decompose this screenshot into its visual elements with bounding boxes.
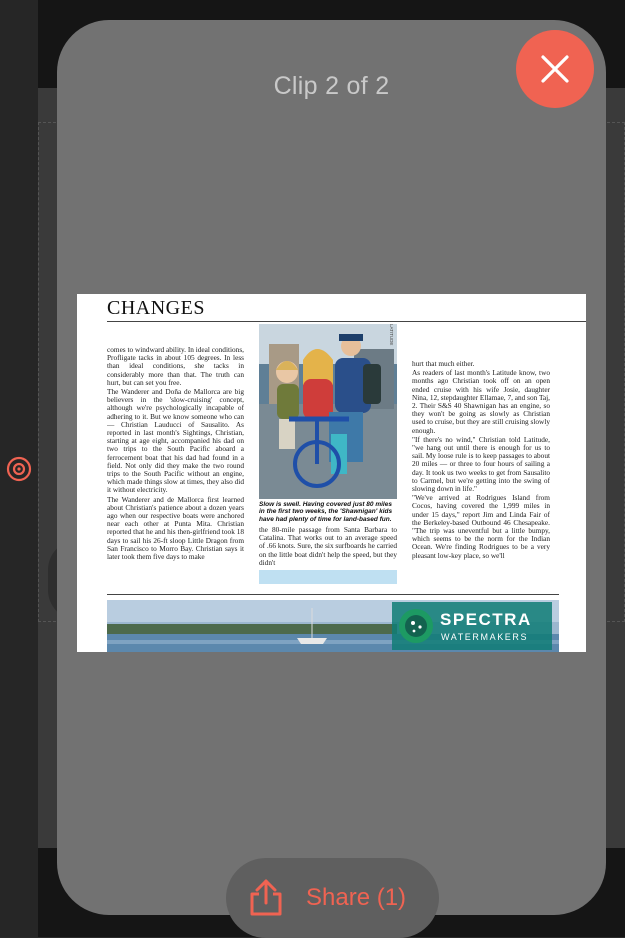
highlight-box: [259, 570, 397, 584]
ad-tagline: WATERMAKERS: [441, 632, 529, 642]
clip-heading: CHANGES: [107, 297, 205, 319]
photo-credit: LATITUDE: [389, 324, 394, 346]
ad-rule: [107, 594, 559, 595]
photo-caption: Slow is swell. Having covered just 80 miles in the first two weeks, the 'Shawnigan' kids have had plenty of time for land-based fun.: [259, 501, 393, 523]
column3-paragraph: "If there's no wind," Christian told Latitude, "we hang out until there is enough for us to sail. My loose rule is to keep passages to about 20 miles — or three to four hours of sailing a day. It took us two weeks to get from Sausalito to Carmel, but we're getting into the swing of slowing down in life.": [412, 434, 550, 494]
ad-brand: SPECTRA: [440, 610, 532, 629]
column3-paragraph: hurt that much either.: [412, 360, 475, 368]
share-icon: [248, 879, 284, 917]
family-photo: [259, 324, 397, 499]
share-label: Share (1): [306, 884, 407, 911]
clip-image[interactable]: [77, 294, 586, 652]
share-button[interactable]: [226, 858, 439, 938]
column1-paragraph: The Wanderer and Doña de Mallorca are big believers in the 'slow-cruising' concept, although we're psychologically incapable of adhering to it. But we know someone who can — Christian Lauducci of Sausalito. As reported in last month's Sightings, Christian, starting at age eight, accompanied his dad on two trips to the South Pacific aboard a ferrocement boat that his dad had found in a field. Not only did they make the two round trips to the South Pacific without an engine, which made things slow at times, they also did it without electricity.: [107, 387, 244, 495]
clip-title: Clip 2 of 2: [273, 72, 390, 100]
article-column-3: [412, 360, 550, 586]
close-icon: [539, 53, 571, 85]
article-column-2: [259, 526, 397, 570]
column2-paragraph: the 80-mile passage from Santa Barbara to Catalina. That works out to an average speed of .66 knots. Sure, the six surfboards he carried on the little boat didn't help the speed, but they didn't: [259, 526, 397, 567]
close-button[interactable]: [516, 30, 594, 108]
column1-paragraph: The Wanderer and de Mallorca first learned about Christian's patience about a dozen years ago when our respective boats were anchored near each other at Punta Mita. Christian reported that he and his then-girlfriend took 18 days to sail his 26-ft sloop Little Dragon from San Francisco to Morro Bay. Christian says it later took them five days to make: [107, 494, 244, 562]
article-column-1: [107, 346, 244, 589]
heading-rule: [107, 321, 586, 322]
column3-paragraph: As readers of last month's Latitude know, two months ago Christian took off on an open ended cruise with his wife Josie, daughter Nina, 12, stepdaughter Ellamae, 7, and son Taj, 2. Their S&S 40 Shawnigan has an engine, so they won't be going as slowly as Christian used to cruise, but they are still cruising slowly enough.: [412, 368, 550, 435]
column3-paragraph: "We've arrived at Rodrigues Island from Cocos, having covered the 1,999 miles in under 15 days," report Jim and Linda Fair of the Berkeley-based Outbound 46 Chesapeake. "The trip was uneventful but a little bumpy, which seems to be the norm for the Indian Ocean. We're finding Rodrigues to be a very pleasant low-key place, so we'll: [412, 493, 550, 560]
clip-viewer-modal: [57, 20, 606, 915]
column1-paragraph: comes to windward ability. In ideal conditions, Profligate tacks in about 105 degrees. In less than ideal conditions, she tacks in considerably more than that. The truth can hurt, but can set you free.: [107, 346, 244, 387]
spectra-advertisement: [107, 600, 559, 652]
target-icon[interactable]: [6, 456, 32, 482]
